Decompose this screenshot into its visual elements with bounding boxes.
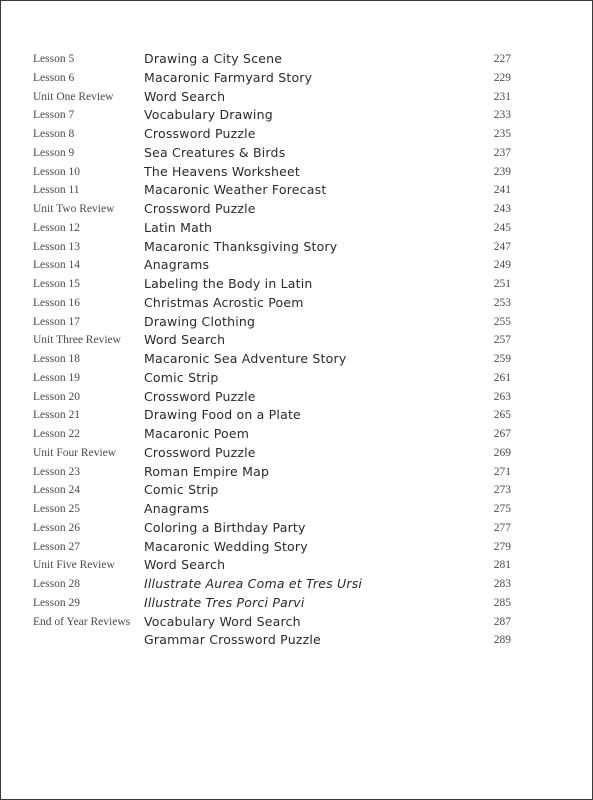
toc-activity-title: Christmas Acrostic Poem <box>144 294 304 310</box>
toc-row <box>1 314 592 333</box>
table-of-contents <box>1 51 592 651</box>
toc-section-label: End of Year Reviews <box>33 615 131 628</box>
toc-row <box>1 145 592 164</box>
toc-section-label: Lesson 16 <box>33 296 80 309</box>
toc-row <box>1 501 592 520</box>
toc-activity-title: Anagrams <box>144 501 210 516</box>
toc-section-label: Lesson 29 <box>33 596 80 609</box>
toc-activity-title: Grammar Crossword Puzzle <box>144 632 321 648</box>
toc-section-label: Lesson 7 <box>33 109 75 122</box>
toc-activity-title: Latin Math <box>144 219 213 235</box>
toc-page-number: 237 <box>493 146 511 159</box>
toc-row <box>1 51 592 70</box>
toc-page-number: 241 <box>493 184 511 197</box>
toc-row <box>1 182 592 201</box>
toc-activity-title: Macaronic Weather Forecast <box>144 182 327 198</box>
toc-page-number: 271 <box>493 465 511 478</box>
toc-section-label: Lesson 15 <box>33 278 80 290</box>
toc-activity-title: Anagrams <box>144 257 210 273</box>
toc-activity-title: Word Search <box>144 88 226 104</box>
toc-activity-title: Comic Strip <box>144 482 219 498</box>
toc-page-number: 263 <box>493 390 511 403</box>
toc-page-number: 277 <box>493 521 511 534</box>
toc-section-label: Unit Three Review <box>33 334 121 347</box>
toc-page-number: 255 <box>493 315 511 328</box>
toc-activity-title: Illustrate Tres Porci Parvi <box>144 594 305 610</box>
toc-page-number: 227 <box>493 53 511 65</box>
toc-row <box>1 595 592 614</box>
toc-row <box>1 426 592 445</box>
toc-page-number: 243 <box>493 203 511 215</box>
toc-page-number: 235 <box>493 128 511 140</box>
toc-page-number: 247 <box>493 240 511 253</box>
toc-section-label: Unit Four Review <box>33 446 117 459</box>
toc-page-number: 251 <box>493 278 511 290</box>
toc-activity-title: Drawing Food on a Plate <box>144 407 301 423</box>
toc-page-number: 287 <box>493 615 511 628</box>
toc-row <box>1 632 592 651</box>
toc-row <box>1 614 592 633</box>
toc-page-number: 229 <box>493 71 511 84</box>
toc-section-label: Lesson 24 <box>33 484 80 497</box>
toc-row <box>1 539 592 558</box>
toc-activity-title: Vocabulary Drawing <box>144 107 273 123</box>
toc-activity-title: Crossword Puzzle <box>144 126 256 141</box>
toc-page-number: 269 <box>493 446 511 459</box>
toc-section-label: Unit Five Review <box>33 559 115 572</box>
toc-section-label: Lesson 19 <box>33 371 80 384</box>
toc-row <box>1 295 592 314</box>
toc-row <box>1 482 592 501</box>
toc-row <box>1 370 592 389</box>
toc-section-label: Unit One Review <box>33 90 114 103</box>
toc-activity-title: Macaronic Sea Adventure Story <box>144 351 347 366</box>
toc-page-number: 265 <box>493 409 511 422</box>
toc-section-label: Lesson 21 <box>33 409 80 422</box>
toc-row <box>1 464 592 483</box>
toc-activity-title: Macaronic Poem <box>144 426 250 441</box>
toc-section-label: Lesson 17 <box>33 315 80 328</box>
toc-section-label: Lesson 23 <box>33 465 80 478</box>
toc-activity-title: Labeling the Body in Latin <box>144 276 313 291</box>
toc-row <box>1 126 592 145</box>
toc-activity-title: Coloring a Birthday Party <box>144 519 306 535</box>
toc-row <box>1 220 592 239</box>
toc-row <box>1 107 592 126</box>
toc-row <box>1 389 592 408</box>
toc-section-label: Lesson 22 <box>33 428 80 440</box>
toc-section-label: Lesson 5 <box>33 53 75 65</box>
toc-page-number: 253 <box>493 296 511 309</box>
toc-activity-title: Crossword Puzzle <box>144 201 256 216</box>
toc-section-label: Lesson 26 <box>33 521 80 534</box>
toc-row <box>1 520 592 539</box>
toc-activity-title: Word Search <box>144 332 226 348</box>
toc-section-label: Lesson 28 <box>33 578 80 590</box>
toc-page-number: 283 <box>493 578 511 590</box>
toc-page-number: 285 <box>493 596 511 609</box>
toc-row <box>1 557 592 576</box>
toc-section-label: Lesson 20 <box>33 390 80 403</box>
toc-activity-title: Drawing Clothing <box>144 313 256 329</box>
toc-section-label: Lesson 9 <box>33 146 75 159</box>
toc-activity-title: Word Search <box>144 557 226 573</box>
toc-activity-title: Macaronic Thanksgiving Story <box>144 238 338 254</box>
toc-section-label: Lesson 12 <box>33 221 80 234</box>
toc-activity-title: The Heavens Worksheet <box>144 163 301 179</box>
toc-page-number: 239 <box>493 165 511 178</box>
toc-section-label: Lesson 11 <box>33 184 80 197</box>
toc-page-number: 273 <box>493 484 511 497</box>
toc-row <box>1 351 592 370</box>
toc-section-label: Lesson 6 <box>33 71 75 84</box>
toc-page-number: 257 <box>493 334 511 347</box>
toc-section-label: Unit Two Review <box>33 203 115 215</box>
toc-activity-title: Sea Creatures & Birds <box>144 144 286 160</box>
toc-activity-title: Crossword Puzzle <box>144 444 256 460</box>
toc-page-number: 233 <box>493 109 511 122</box>
toc-activity-title: Vocabulary Word Search <box>144 613 301 629</box>
toc-row <box>1 70 592 89</box>
toc-row <box>1 276 592 295</box>
toc-page-number: 275 <box>493 503 511 515</box>
toc-row <box>1 257 592 276</box>
toc-activity-title: Crossword Puzzle <box>144 388 256 404</box>
toc-page-number: 289 <box>493 634 511 647</box>
toc-activity-title: Roman Empire Map <box>144 463 270 479</box>
toc-row <box>1 332 592 351</box>
toc-section-label: Lesson 18 <box>33 353 80 365</box>
toc-row <box>1 89 592 108</box>
toc-page-number: 249 <box>493 259 511 272</box>
toc-section-label: Lesson 14 <box>33 259 80 272</box>
toc-activity-title: Macaronic Farmyard Story <box>144 69 313 85</box>
toc-activity-title: Comic Strip <box>144 369 219 385</box>
toc-section-label: Lesson 25 <box>33 503 80 515</box>
toc-row <box>1 407 592 426</box>
toc-page-number: 261 <box>493 371 511 384</box>
toc-section-label: Lesson 10 <box>33 165 80 178</box>
toc-activity-title: Macaronic Wedding Story <box>144 538 308 554</box>
toc-page-number: 259 <box>493 353 511 365</box>
toc-activity-title: Illustrate Aurea Coma et Tres Ursi <box>144 576 363 591</box>
toc-section-label: Lesson 13 <box>33 240 80 253</box>
toc-page-number: 231 <box>493 90 511 103</box>
toc-row <box>1 445 592 464</box>
toc-page-number: 281 <box>493 559 511 572</box>
toc-section-label: Lesson 8 <box>33 128 75 140</box>
toc-page-number: 267 <box>493 428 511 440</box>
toc-row <box>1 576 592 595</box>
toc-row <box>1 239 592 258</box>
toc-section-label: Lesson 27 <box>33 540 80 553</box>
toc-row <box>1 201 592 220</box>
toc-row <box>1 164 592 183</box>
toc-page-number: 279 <box>493 540 511 553</box>
toc-activity-title: Drawing a City Scene <box>144 51 283 66</box>
toc-page-number: 245 <box>493 221 511 234</box>
